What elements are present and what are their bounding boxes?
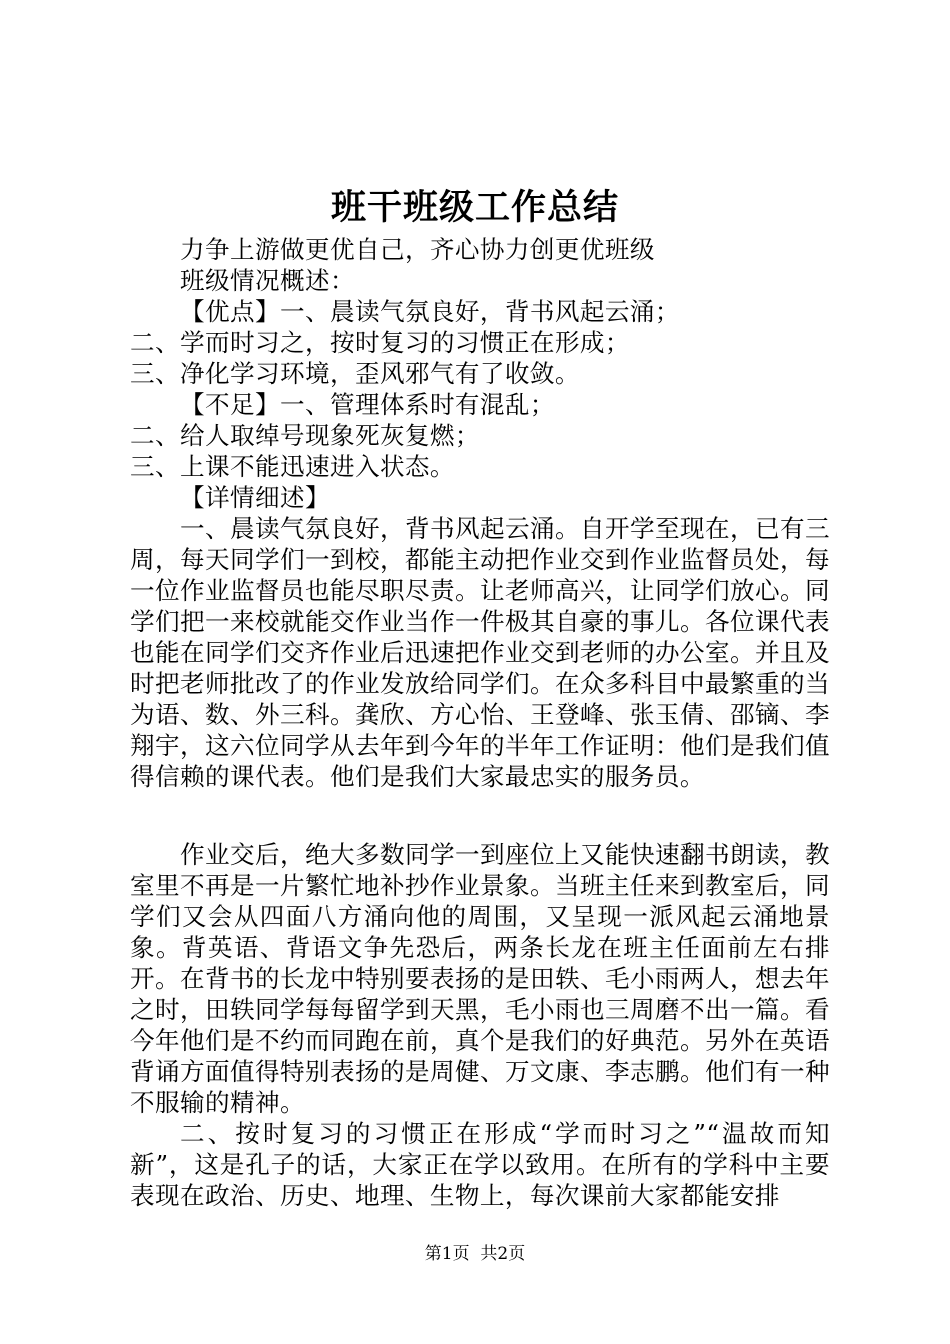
motto-line: 力争上游做更优自己，齐心协力创更优班级 [180,235,655,264]
page-number-current: 第1页 [424,1244,470,1264]
paragraph-gap [130,792,830,839]
overview-label: 班级情况概述： [180,266,355,295]
strength-item: 三、净化学习环境，歪风邪气有了收敛。 [130,359,580,388]
page-number-total: 共2页 [480,1244,526,1264]
weakness-item: 二、给人取绰号现象死灰复燃； [130,421,480,450]
details-label: 【详情细述】 [180,483,330,512]
weakness-item: 三、上课不能迅速进入状态。 [130,452,455,481]
document-title: 班干班级工作总结 [330,187,619,228]
body-paragraph: 作业交后，绝大多数同学一到座位上又能快速翻书朗读，教室里不再是一片繁忙地补抄作业景象。当班主任来到教室后，同学们又会从四面八方涌向他的周围，又呈现一派风起云涌地景象。背英语、背语文争先恐后，两条长龙在班主任面前左右排开。在背书的长龙中特别要表扬的是田轶、毛小雨两人，想去年之时，田轶同学每每留学到天黑，毛小雨也三周磨不出一篇。看今年他们是不约而同跑在前，真个是我们的好典范。另外在英语背诵方面值得特别表扬的是周健、万文康、李志鹏。他们有一种不服输的精神。 [130,840,830,1117]
weakness-item: 【不足】一、管理体系时有混乱； [180,390,555,419]
strength-item: 【优点】一、晨读气氛良好，背书风起云涌； [180,297,680,326]
body-paragraph: 二、按时复习的习惯正在形成“学而时习之”“温故而知新”，这是孔子的话，大家正在学以致用。在所有的学科中主要表现在政治、历史、地理、生物上，每次课前大家都能安排 [130,1119,830,1210]
page-footer [0,1242,950,1266]
strength-item: 二、学而时习之，按时复习的习惯正在形成； [130,328,630,357]
document-body [130,234,830,1211]
footer-separator [470,1244,481,1264]
body-paragraph: 一、晨读气氛良好，背书风起云涌。自开学至现在，已有三周，每天同学们一到校，都能主动把作业交到作业监督员处，每一位作业监督员也能尽职尽责。让老师高兴，让同学们放心。同学们把一来校就能交作业当作一件极其自豪的事儿。各位课代表也能在同学们交齐作业后迅速把作业交到老师的办公室。并且及时把老师批改了的作业发放给同学们。在众多科目中最繁重的当为语、数、外三科。龚欣、方心怡、王登峰、张玉倩、邵镝、李翔宇，这六位同学从去年到今年的半年工作证明：他们是我们值得信赖的课代表。他们是我们大家最忠实的服务员。 [130,514,830,791]
